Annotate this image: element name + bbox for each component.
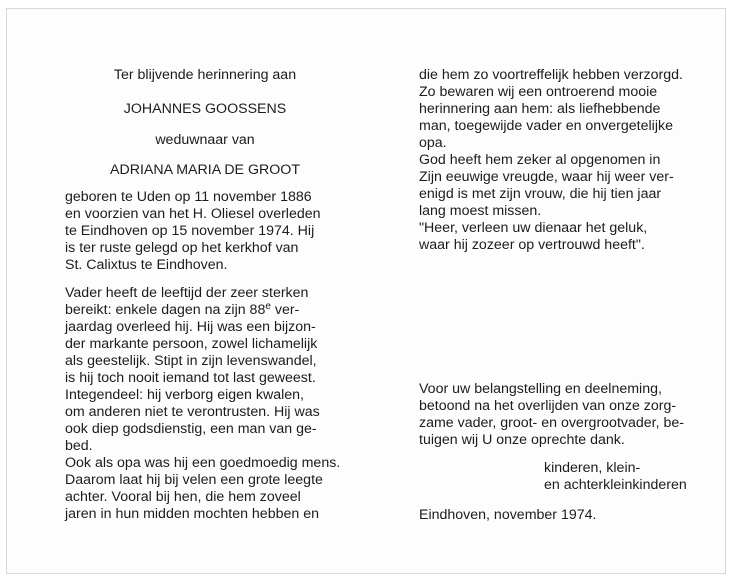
paragraph-line: God heeft hem zeker al opgenomen in xyxy=(419,152,661,168)
paragraph-line: Ook als opa was hij een goedmoedig mens. xyxy=(65,455,341,471)
paragraph-line: is hij toch nooit iemand tot last geweest. xyxy=(65,370,316,386)
thanks-line: betoond na het overlijden van onze zorg- xyxy=(419,398,677,414)
bio-line: en voorzien van het H. Oliesel overleden xyxy=(65,206,321,222)
paragraph-line: bed. xyxy=(65,438,93,454)
relation: weduwnaar van xyxy=(155,132,255,148)
paragraph-line: Zijn eeuwige vreugde, waar hij weer ver- xyxy=(419,169,674,185)
thanks-line: Voor uw belangstelling en deelneming, xyxy=(419,381,662,397)
age-text: bereikt: enkele dagen na zijn 88 xyxy=(65,302,266,318)
paragraph-line: jaardag overleed hij. Hij was een bijzon- xyxy=(65,319,316,335)
paragraph-line: Integendeel: hij verborg eigen kwalen, xyxy=(65,387,304,403)
quote-line: waar hij zozeer op vertrouwd heeft". xyxy=(419,237,645,253)
paragraph-line: herinnering aan hem: als liefhebbende xyxy=(419,101,661,117)
thanks-line: zame vader, groot- en overgrootvader, be- xyxy=(419,415,684,431)
paragraph-line: Zo bewaren wij een ontroerend mooie xyxy=(419,84,658,100)
paragraph-line: Vader heeft de leeftijd der zeer sterken xyxy=(65,285,309,301)
signature-line: en achterkleinkinderen xyxy=(544,477,687,493)
paragraph-line: ook diep godsdienstig, een man van ge- xyxy=(65,421,317,437)
bio-line: is ter ruste gelegd op het kerkhof van xyxy=(65,240,299,256)
heading: Ter blijvende herinnering aan xyxy=(113,67,297,83)
paragraph-line: achter. Vooral bij hen, die hem zoveel xyxy=(65,489,301,505)
paragraph-line: die hem zo voortreffelijk hebben verzorgd. xyxy=(419,67,683,83)
bio-line: te Eindhoven op 15 november 1974. Hij xyxy=(65,223,315,239)
paragraph-line: man, toegewijde vader en onvergetelijke xyxy=(419,118,673,134)
place-date: Eindhoven, november 1974. xyxy=(419,507,597,523)
signature-line: kinderen, klein- xyxy=(544,460,641,476)
paragraph-line: der markante persoon, zowel lichamelijk xyxy=(65,336,318,352)
paragraph-line: lang moest missen. xyxy=(419,203,542,219)
bio-line: St. Calixtus te Eindhoven. xyxy=(65,257,228,273)
paragraph-line: om anderen niet te verontrusten. Hij was xyxy=(65,404,320,420)
paragraph-line: Daarom laat hij bij velen een grote leegte xyxy=(65,472,323,488)
paragraph-line: enigd is met zijn vrouw, die hij tien jaar xyxy=(419,186,662,202)
paragraph-line-age xyxy=(65,302,299,320)
deceased-name: JOHANNES GOOSSENS xyxy=(123,101,287,117)
bio-line: geboren te Uden op 11 november 1886 xyxy=(65,189,312,205)
thanks-line: tuigen wij U onze oprechte dank. xyxy=(419,432,625,448)
age-text-after: ver- xyxy=(270,302,300,318)
paragraph-line: als geestelijk. Stipt in zijn levenswandel, xyxy=(65,353,317,369)
spouse-name: ADRIANA MARIA DE GROOT xyxy=(110,162,300,178)
quote-line: "Heer, verleen uw dienaar het geluk, xyxy=(419,220,648,236)
memorial-card xyxy=(6,8,726,574)
ordinal-superscript: e xyxy=(265,301,271,312)
paragraph-line: opa. xyxy=(419,135,447,151)
paragraph-line: jaren in hun midden mochten hebben en xyxy=(65,506,319,522)
